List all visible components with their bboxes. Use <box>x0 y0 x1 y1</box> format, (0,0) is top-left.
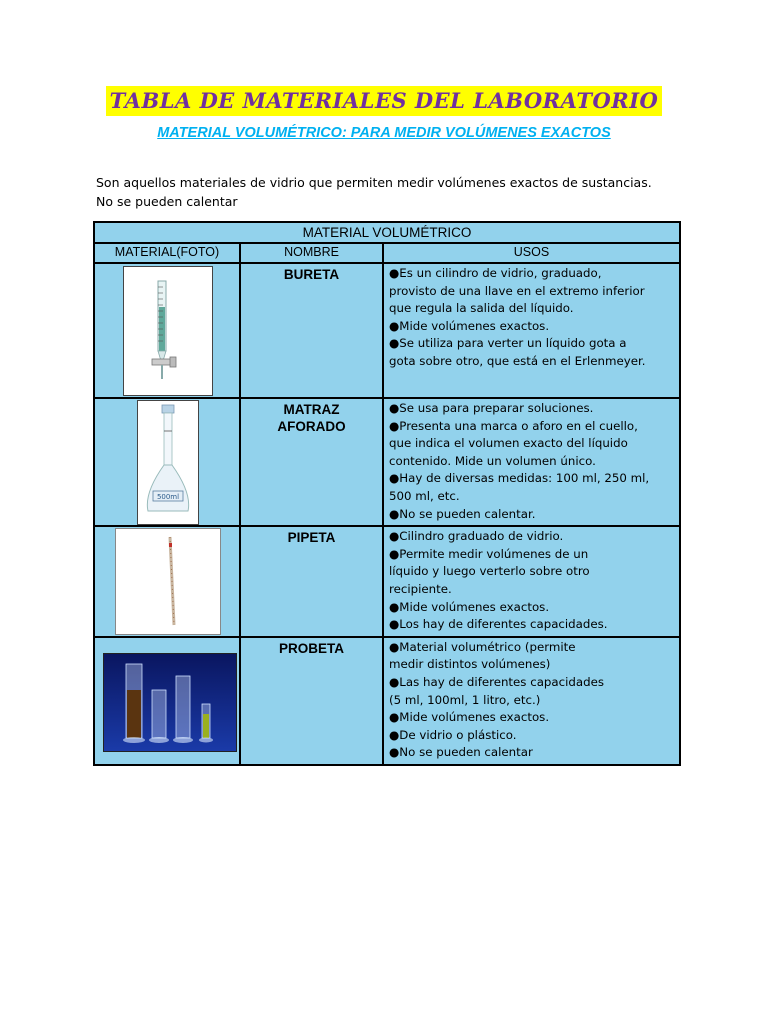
photo-cell <box>94 526 240 637</box>
photo-cell <box>94 398 240 526</box>
material-name: PROBETA <box>240 637 383 765</box>
use-item: ●Permite medir volúmenes de un líquido y luego verterlo sobre otro recipiente. <box>389 546 590 596</box>
use-item: ●De vidrio o plástico. <box>389 727 517 742</box>
use-item: ●Mide volúmenes exactos. <box>389 710 550 725</box>
header-usos: USOS <box>383 243 680 263</box>
page-subtitle: MATERIAL VOLUMÉTRICO: PARA MEDIR VOLÚMENES EXACTOS <box>157 125 611 141</box>
use-item: ●Cilindro graduado de vidrio. <box>389 529 564 544</box>
intro-line-1: Son aquellos materiales de vidrio que permiten medir volúmenes exactos de sustancias. <box>96 175 652 190</box>
table-row <box>94 526 680 637</box>
use-item: ●No se pueden calentar <box>389 745 533 760</box>
use-item: ●Hay de diversas medidas: 100 ml, 250 ml, 500 ml, etc. <box>389 471 650 503</box>
materials-table <box>93 221 681 766</box>
header-nombre: NOMBRE <box>240 243 383 263</box>
intro-paragraph <box>96 173 696 211</box>
use-item: ●Se utiliza para verter un líquido gota a gota sobre otro, que está en el Erlenmeyer. <box>389 336 646 368</box>
material-name: MATRAZ AFORADO <box>240 398 383 526</box>
table-row <box>94 398 680 526</box>
graduated-cylinders-image <box>103 653 237 752</box>
flask-volume-label: 500ml <box>156 493 180 501</box>
material-uses <box>383 637 680 765</box>
header-material: MATERIAL(FOTO) <box>94 243 240 263</box>
material-name: BURETA <box>240 263 383 398</box>
material-uses <box>383 398 680 526</box>
use-item: ●Mide volúmenes exactos. <box>389 599 550 614</box>
use-item: ●Las hay de diferentes capacidades (5 ml, 100ml, 1 litro, etc.) <box>389 674 605 707</box>
pipette-image <box>115 528 221 635</box>
use-item: ●Se usa para preparar soluciones. <box>389 401 594 415</box>
use-item: ●Presenta una marca o aforo en el cuello, que indica el volumen exacto del líquido contenido. Mide un volumen único. <box>389 418 638 468</box>
table-row <box>94 637 680 765</box>
table-row <box>94 263 680 398</box>
table-title: MATERIAL VOLUMÉTRICO <box>94 222 680 243</box>
material-uses <box>383 263 680 398</box>
material-uses <box>383 526 680 637</box>
intro-line-2: No se pueden calentar <box>96 194 238 209</box>
burette-image <box>123 266 213 396</box>
page-title: TABLA DE MATERIALES DEL LABORATORIO <box>106 86 663 116</box>
photo-cell <box>94 263 240 398</box>
use-item: ●Es un cilindro de vidrio, graduado, provisto de una llave en el extremo inferior que regula la salida del líquido. <box>389 266 645 316</box>
use-item: ●Los hay de diferentes capacidades. <box>389 617 608 632</box>
volumetric-flask-image <box>137 400 199 525</box>
use-item: ●Mide volúmenes exactos. <box>389 318 550 333</box>
photo-cell <box>94 637 240 765</box>
material-name: PIPETA <box>240 526 383 637</box>
use-item: ●Material volumétrico (permite medir distintos volúmenes) <box>389 639 576 672</box>
use-item: ●No se pueden calentar. <box>389 506 536 521</box>
